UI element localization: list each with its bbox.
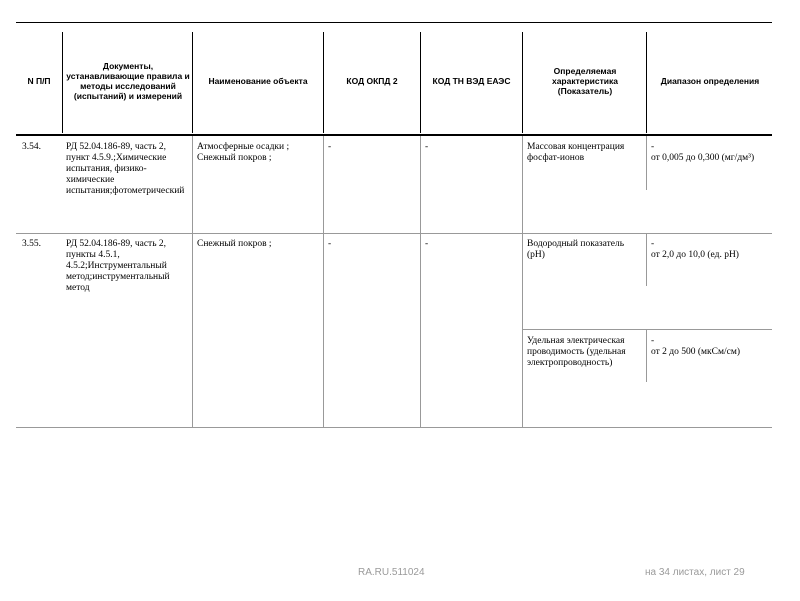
row-tnved: -	[425, 142, 429, 152]
row-separator	[16, 233, 772, 234]
header-okpd: КОД ОКПД 2	[346, 76, 398, 86]
row-okpd: -	[328, 239, 332, 249]
column-divider	[192, 136, 193, 428]
header-divider	[323, 32, 324, 133]
row-object: Снежный покров ;	[197, 239, 272, 249]
row-characteristic: Удельная электрическая проводимость (удельная электропроводность)	[527, 336, 626, 368]
header-divider	[646, 32, 647, 133]
header-object: Наименование объекта	[208, 76, 308, 86]
sub-row-separator	[522, 329, 772, 330]
column-divider	[646, 330, 647, 382]
column-divider	[522, 136, 523, 428]
header-documents: Документы, устанавливающие правила и методы исследований (испытаний) и измерений	[66, 61, 190, 101]
table-bottom-border	[16, 427, 772, 428]
footer-page-info: на 34 листах, лист 29	[645, 567, 745, 578]
header-tnved: КОД ТН ВЭД ЕАЭС	[432, 76, 511, 86]
row-documents: РД 52.04.186-89, часть 2, пункт 4.5.9.;Химические испытания, физико-химические испытания;фотометрический	[66, 142, 185, 196]
column-divider	[420, 136, 421, 428]
header-num: N П/П	[27, 76, 51, 86]
row-object: Атмосферные осадки ; Снежный покров ;	[197, 142, 290, 163]
column-divider	[323, 136, 324, 428]
row-characteristic: Водородный показатель (рН)	[527, 239, 625, 260]
row-number: 3.55.	[22, 239, 41, 249]
footer-document-id: RA.RU.511024	[358, 567, 425, 578]
row-range: от 0,005 до 0,300 (мг/дм³)	[651, 153, 755, 163]
row-range-dash: -	[651, 336, 655, 346]
header-divider	[62, 32, 63, 133]
row-range: от 2 до 500 (мкСм/см)	[651, 347, 741, 357]
row-number: 3.54.	[22, 142, 41, 152]
header-divider	[192, 32, 193, 133]
header-divider	[522, 32, 523, 133]
header-characteristic: Определяемая характеристика (Показатель)	[551, 66, 619, 96]
column-divider	[646, 234, 647, 286]
row-documents: РД 52.04.186-89, часть 2, пункты 4.5.1, 4.5.2;Инструментальный метод;инструментальный метод	[66, 239, 170, 293]
row-range: от 2,0 до 10,0 (ед. рН)	[651, 250, 739, 260]
row-range-dash: -	[651, 142, 655, 152]
column-divider	[646, 136, 647, 190]
row-characteristic: Массовая концентрация фосфат-ионов	[527, 142, 625, 163]
row-tnved: -	[425, 239, 429, 249]
header-divider	[420, 32, 421, 133]
row-range-dash: -	[651, 239, 655, 249]
header-range: Диапазон определения	[660, 76, 760, 86]
header-separator	[16, 134, 772, 136]
table-top-border	[16, 22, 772, 23]
row-okpd: -	[328, 142, 332, 152]
